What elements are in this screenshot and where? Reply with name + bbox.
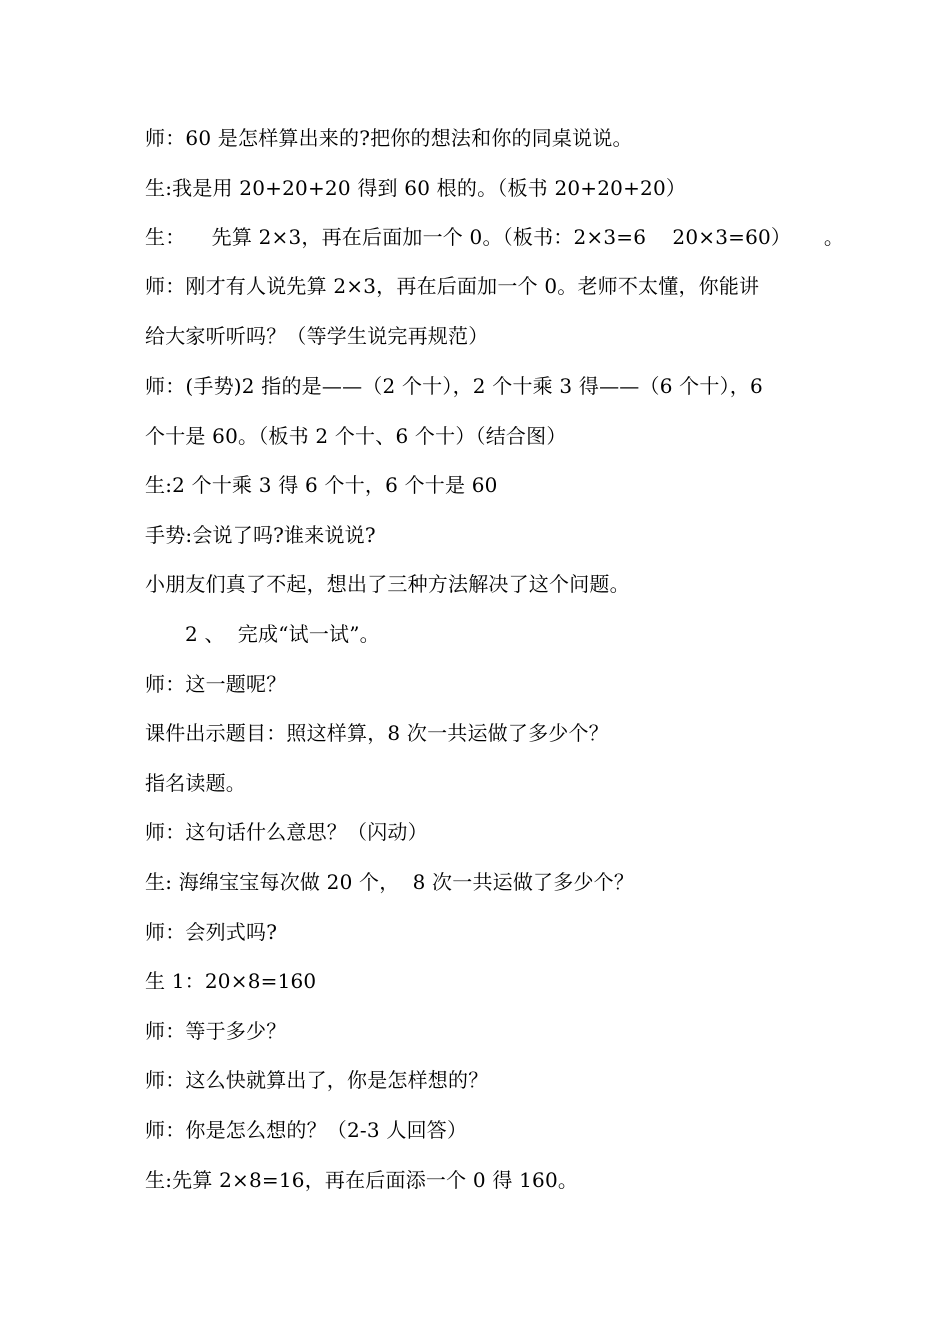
text-line-10: 小朋友们真了不起，想出了三种方法解决了这个问题。 <box>145 572 630 596</box>
text-line-7: 个十是 60。（板书 2 个十、6 个十）（结合图） <box>145 424 567 448</box>
text-line-15: 师：这句话什么意思？（闪动） <box>145 820 428 844</box>
text-line-12: 师：这一题呢？ <box>145 672 287 696</box>
text-line-21: 师：你是怎么想的？（2-3 人回答） <box>145 1118 468 1142</box>
text-line-8: 生:2 个十乘 3 得 6 个十，6 个十是 60 <box>145 473 498 497</box>
text-line-1: 师：60 是怎样算出来的?把你的想法和你的同桌说说。 <box>145 126 633 150</box>
text-line-20: 师：这么快就算出了，你是怎样想的？ <box>145 1068 489 1092</box>
text-line-17: 师：会列式吗? <box>145 920 278 944</box>
text-line-14: 指名读题。 <box>145 771 246 795</box>
section-heading: 2 、 完成“试一试”。 <box>185 622 380 646</box>
text-line-16: 生: 海绵宝宝每次做 20 个， 8 次一共运做了多少个？ <box>145 870 635 894</box>
text-line-18: 生 1：20×8=160 <box>145 969 317 993</box>
text-line-19: 师：等于多少？ <box>145 1019 287 1043</box>
text-line-9: 手势:会说了吗?谁来说说? <box>145 523 376 547</box>
text-line-2: 生:我是用 20+20+20 得到 60 根的。（板书 20+20+20） <box>145 176 687 200</box>
text-line-13: 课件出示题目：照这样算，8 次一共运做了多少个？ <box>145 721 609 745</box>
text-line-22: 生:先算 2×8=16，再在后面添一个 0 得 160。 <box>145 1168 579 1192</box>
text-line-3: 生： 先算 2×3，再在后面加一个 0。（板书：2×3=6 20×3=60） 。 <box>145 225 845 249</box>
text-line-4: 师：刚才有人说先算 2×3，再在后面加一个 0。老师不太懂，你能讲 <box>145 274 760 298</box>
text-line-5: 给大家听听吗？（等学生说完再规范） <box>145 324 489 348</box>
text-line-6: 师：(手势)2 指的是——（2 个十），2 个十乘 3 得——（6 个十），6 <box>145 374 763 398</box>
